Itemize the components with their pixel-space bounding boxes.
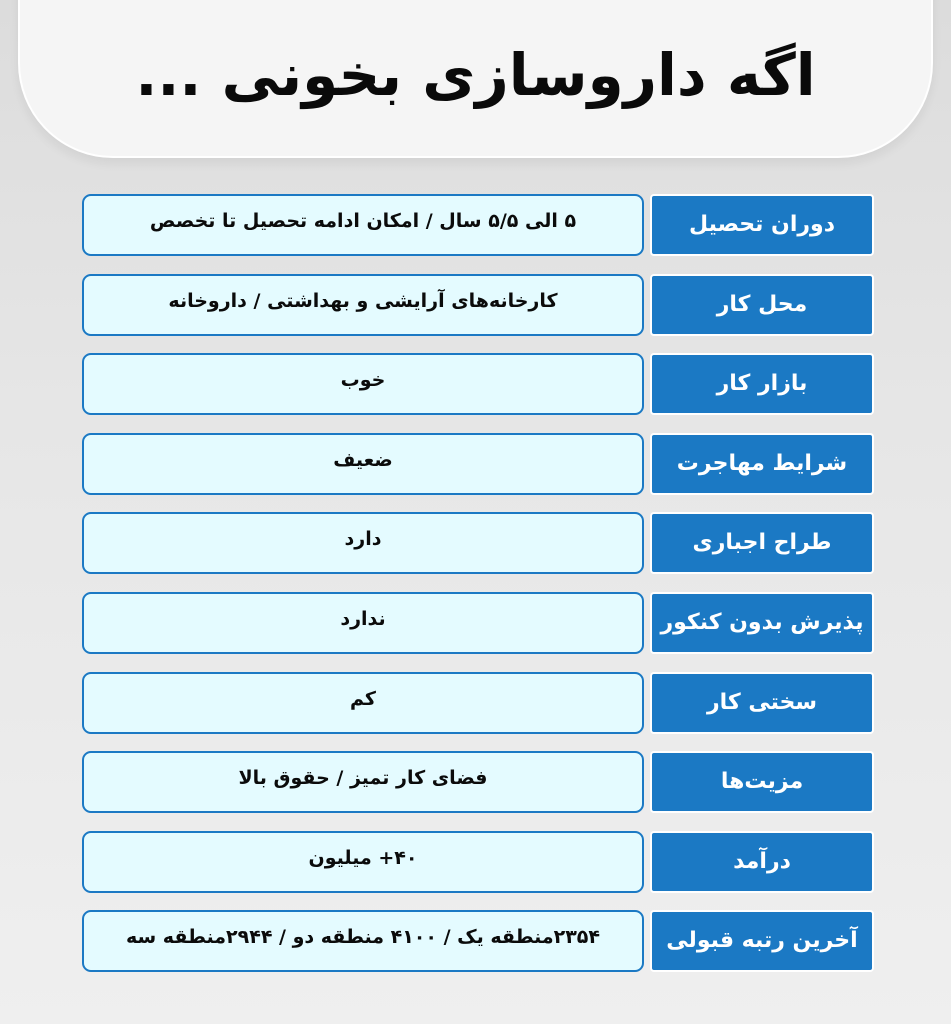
- row-label: دوران تحصیل: [650, 194, 874, 256]
- row-label: محل کار: [650, 274, 874, 336]
- table-row: [82, 672, 874, 734]
- table-row: [82, 831, 874, 893]
- row-value: ندارد: [82, 592, 644, 654]
- table-row: [82, 274, 874, 336]
- row-value: ۴۰+ میلیون: [82, 831, 644, 893]
- row-value: ضعیف: [82, 433, 644, 495]
- row-label: شرایط مهاجرت: [650, 433, 874, 495]
- row-label: درآمد: [650, 831, 874, 893]
- row-label: سختی کار: [650, 672, 874, 734]
- row-label: آخرین رتبه قبولی: [650, 910, 874, 972]
- table-row: [82, 353, 874, 415]
- info-table: [82, 194, 874, 990]
- row-value: فضای کار تمیز / حقوق بالا: [82, 751, 644, 813]
- row-value: دارد: [82, 512, 644, 574]
- table-row: [82, 910, 874, 972]
- table-row: [82, 433, 874, 495]
- row-value: کارخانه‌های آرایشی و بهداشتی / داروخانه: [82, 274, 644, 336]
- row-label: پذیرش بدون کنکور: [650, 592, 874, 654]
- table-row: [82, 751, 874, 813]
- row-label: مزیت‌ها: [650, 751, 874, 813]
- row-value: ۵ الی ۵/۵ سال / امکان ادامه تحصیل تا تخصص: [82, 194, 644, 256]
- row-value: ۲۳۵۴منطقه یک / ۴۱۰۰ منطقه دو / ۲۹۴۴منطقه سه: [82, 910, 644, 972]
- page-title: اگه داروسازی بخونی ...: [135, 41, 816, 109]
- table-row: [82, 194, 874, 256]
- row-label: بازار کار: [650, 353, 874, 415]
- row-value: خوب: [82, 353, 644, 415]
- table-row: [82, 592, 874, 654]
- row-label: طراح اجباری: [650, 512, 874, 574]
- table-row: [82, 512, 874, 574]
- row-value: کم: [82, 672, 644, 734]
